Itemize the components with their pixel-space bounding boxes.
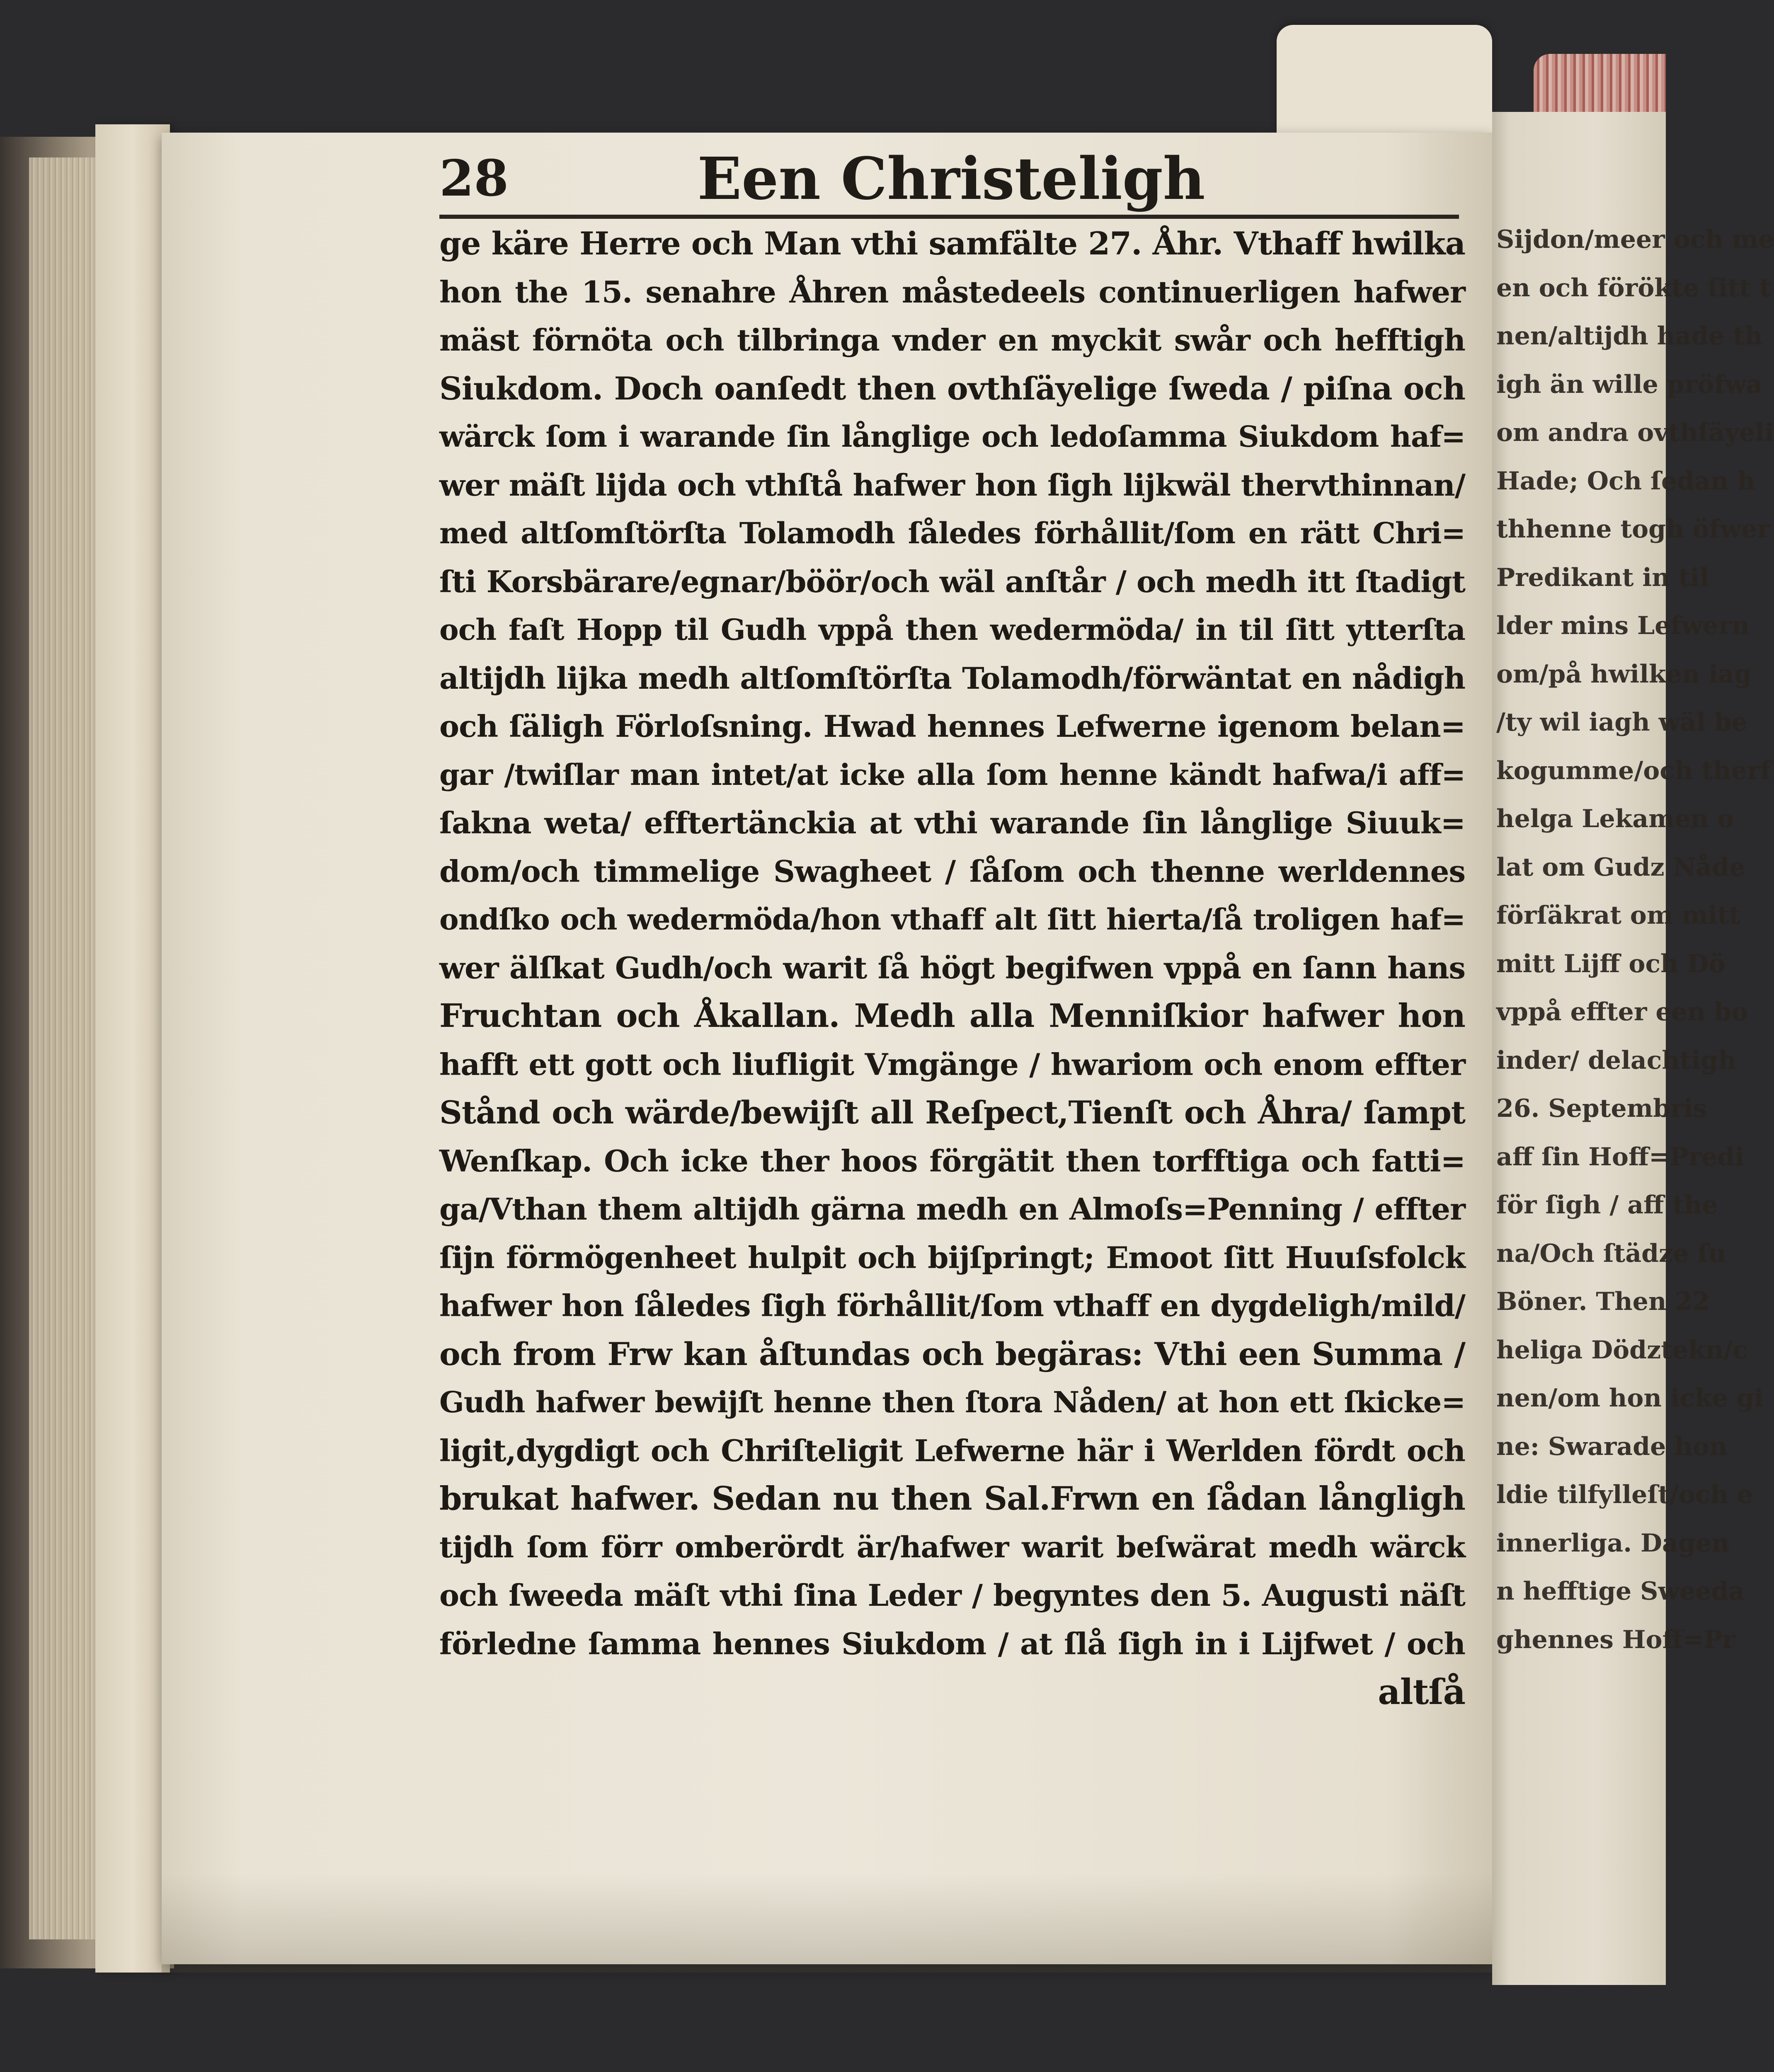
- text-line: Fruchtan och Åkallan. Medh alla Menniſkior hafwer hon: [439, 997, 1465, 1035]
- facing-text-line: innerliga. Dagen: [1496, 1528, 1730, 1558]
- page-header: [439, 141, 1463, 220]
- facing-text-line: nen/altijdh hade th: [1496, 322, 1763, 351]
- page-shadow: [162, 1873, 1492, 1973]
- text-line: med altſomſtörſta Tolamodh ſåledes förhållit/ſom en rätt Chri=: [439, 516, 1465, 550]
- text-line: altijdh lijka medh altſomſtörſta Tolamodh/förwäntat en nådigh: [439, 660, 1465, 696]
- text-line: Wenſkap. Och icke ther hoos förgätit then torfftiga och fatti=: [439, 1143, 1465, 1179]
- facing-text-line: om andra ovthſäyeli: [1496, 418, 1774, 447]
- text-line: ligit,dygdigt och Chriſteligit Lefwerne här i Werlden fördt och: [439, 1433, 1465, 1468]
- text-line: dom/och timmelige Swagheet / ſåſom och thenne werldennes: [439, 853, 1465, 889]
- text-line: ga/Vthan them altijdh gärna medh en Almoſs=Penning / effter: [439, 1191, 1465, 1227]
- text-line: förledne ſamma hennes Siukdom / at ſlå ſigh in i Lijfwet / och: [439, 1626, 1465, 1661]
- facing-text-line: vppå effter een bo: [1496, 997, 1748, 1026]
- facing-text-line: för ſigh / aff the: [1496, 1191, 1718, 1220]
- text-line: ſakna weta/ efftertänckia at vthi warande ſin långlige Siuuk=: [439, 805, 1465, 840]
- text-line: Siukdom. Doch oanſedt then ovthſäyelige ſweda / piſna och: [439, 370, 1465, 407]
- catchword: altſå: [1378, 1671, 1465, 1712]
- facing-text-line: n hefftige Sweeda: [1496, 1577, 1745, 1606]
- facing-text-line: kogumme/och therf: [1496, 756, 1771, 785]
- facing-text-line: Hade; Och ſedan h: [1496, 466, 1755, 496]
- text-line: och faſt Hopp til Gudh vppå then wedermöda/ in til ſitt ytterſta: [439, 612, 1465, 647]
- facing-text-line: inder/ delachtigh: [1496, 1046, 1736, 1075]
- facing-text-line: ne: Swarade hon: [1496, 1432, 1728, 1461]
- facing-text-line: 26. Septembris: [1496, 1094, 1707, 1123]
- text-line: hon the 15. senahre Åhren måstedeels continuerligen hafwer: [439, 274, 1465, 310]
- facing-text-line: na/Och ſtädze ſu: [1496, 1239, 1726, 1268]
- text-line: gar /twiſlar man intet/at icke alla ſom henne kändt hafwa/i aff=: [439, 757, 1465, 792]
- text-line: och ſweeda mäſt vthi ſina Leder / begyntes den 5. Augusti näſt: [439, 1578, 1465, 1613]
- text-line: och from Frw kan åſtundas och begäras: Vthi een Summa /: [439, 1335, 1465, 1372]
- body-text: [439, 220, 1465, 1716]
- text-line: ſijn förmögenheet hulpit och bijſpringt; Emoot ſitt Huuſsfolck: [439, 1239, 1465, 1275]
- facing-text-line: thhenne togh öfwer: [1496, 515, 1770, 544]
- facing-text-line: nen/om hon icke gi: [1496, 1384, 1764, 1413]
- text-line: wer mäſt lijda och vthſtå hafwer hon ſigh lijkwäl thervthinnan/: [439, 467, 1465, 503]
- text-line: tijdh ſom förr omberördt är/hafwer warit beſwärat medh wärck: [439, 1530, 1465, 1564]
- facing-text-line: en och förökte ſitt t: [1496, 273, 1771, 303]
- facing-page-text: [1496, 215, 1774, 1664]
- header-rule: [439, 215, 1459, 219]
- text-line: och ſäligh Förloſsning. Hwad hennes Lefwerne igenom belan=: [439, 709, 1465, 744]
- facing-text-line: Sijdon/meer och me: [1496, 225, 1774, 254]
- facing-text-line: ghennes Hoff=Pr: [1496, 1625, 1735, 1654]
- running-head: Een Christeligh: [697, 145, 1205, 213]
- facing-text-line: igh än wille pröfwa: [1496, 370, 1762, 399]
- facing-text-line: ldie tilfylleſt/och e: [1496, 1480, 1753, 1509]
- facing-text-line: Predikant in til: [1496, 563, 1709, 592]
- facing-text-line: aff ſin Hoff=Predi: [1496, 1142, 1745, 1172]
- tipped-in-paper-tab: [1277, 25, 1492, 133]
- text-line: brukat hafwer. Sedan nu then Sal.Frwn en ſådan långligh: [439, 1480, 1465, 1518]
- facing-text-line: /ty wil iagh wäl be: [1496, 708, 1747, 737]
- facing-text-line: om/på hwilken iag: [1496, 659, 1752, 689]
- text-line: Gudh hafwer bewijſt henne then ſtora Nåden/ at hon ett ſkicke=: [439, 1385, 1465, 1419]
- text-line: wärck ſom i warande ſin långlige och ledoſamma Siukdom haf=: [439, 419, 1465, 454]
- text-line: Stånd och wärde/bewijſt all Reſpect,Tienſt och Åhra/ ſampt: [439, 1094, 1465, 1131]
- text-line: ge käre Herre och Man vthi samfälte 27. Åhr. Vthaff hwilka: [439, 225, 1465, 262]
- facing-text-line: heliga Dödztekn/c: [1496, 1335, 1748, 1365]
- text-line: hafft ett gott och liufligit Vmgänge / hwariom och enom effter: [439, 1046, 1465, 1082]
- facing-text-line: lat om Gudz Nåde: [1496, 852, 1745, 882]
- text-line: mäst förnöta och tilbringa vnder en myckit swår och hefftigh: [439, 322, 1465, 358]
- facing-text-line: helga Lekamen o: [1496, 804, 1734, 833]
- facing-text-line: förſäkrat om mitt: [1496, 901, 1740, 930]
- facing-text-line: Böner. Then 22: [1496, 1287, 1710, 1316]
- text-line: ondſko och wedermöda/hon vthaff alt ſitt hierta/ſå troligen haf=: [439, 902, 1465, 937]
- left-page-fold: [95, 124, 170, 1973]
- text-line: ſti Korsbärare/egnar/böör/och wäl anſtår / och medh itt ſtadigt: [439, 564, 1465, 599]
- page-number: 28: [439, 149, 509, 208]
- text-line: wer älſkat Gudh/och warit ſå högt begifwen vppå en ſann hans: [439, 950, 1465, 985]
- facing-text-line: lder mins Lefwern: [1496, 611, 1750, 640]
- facing-text-line: mitt Lijff och Dö: [1496, 949, 1726, 978]
- text-line: hafwer hon ſåledes ſigh förhållit/ſom vthaff en dygdeligh/mild/: [439, 1288, 1465, 1323]
